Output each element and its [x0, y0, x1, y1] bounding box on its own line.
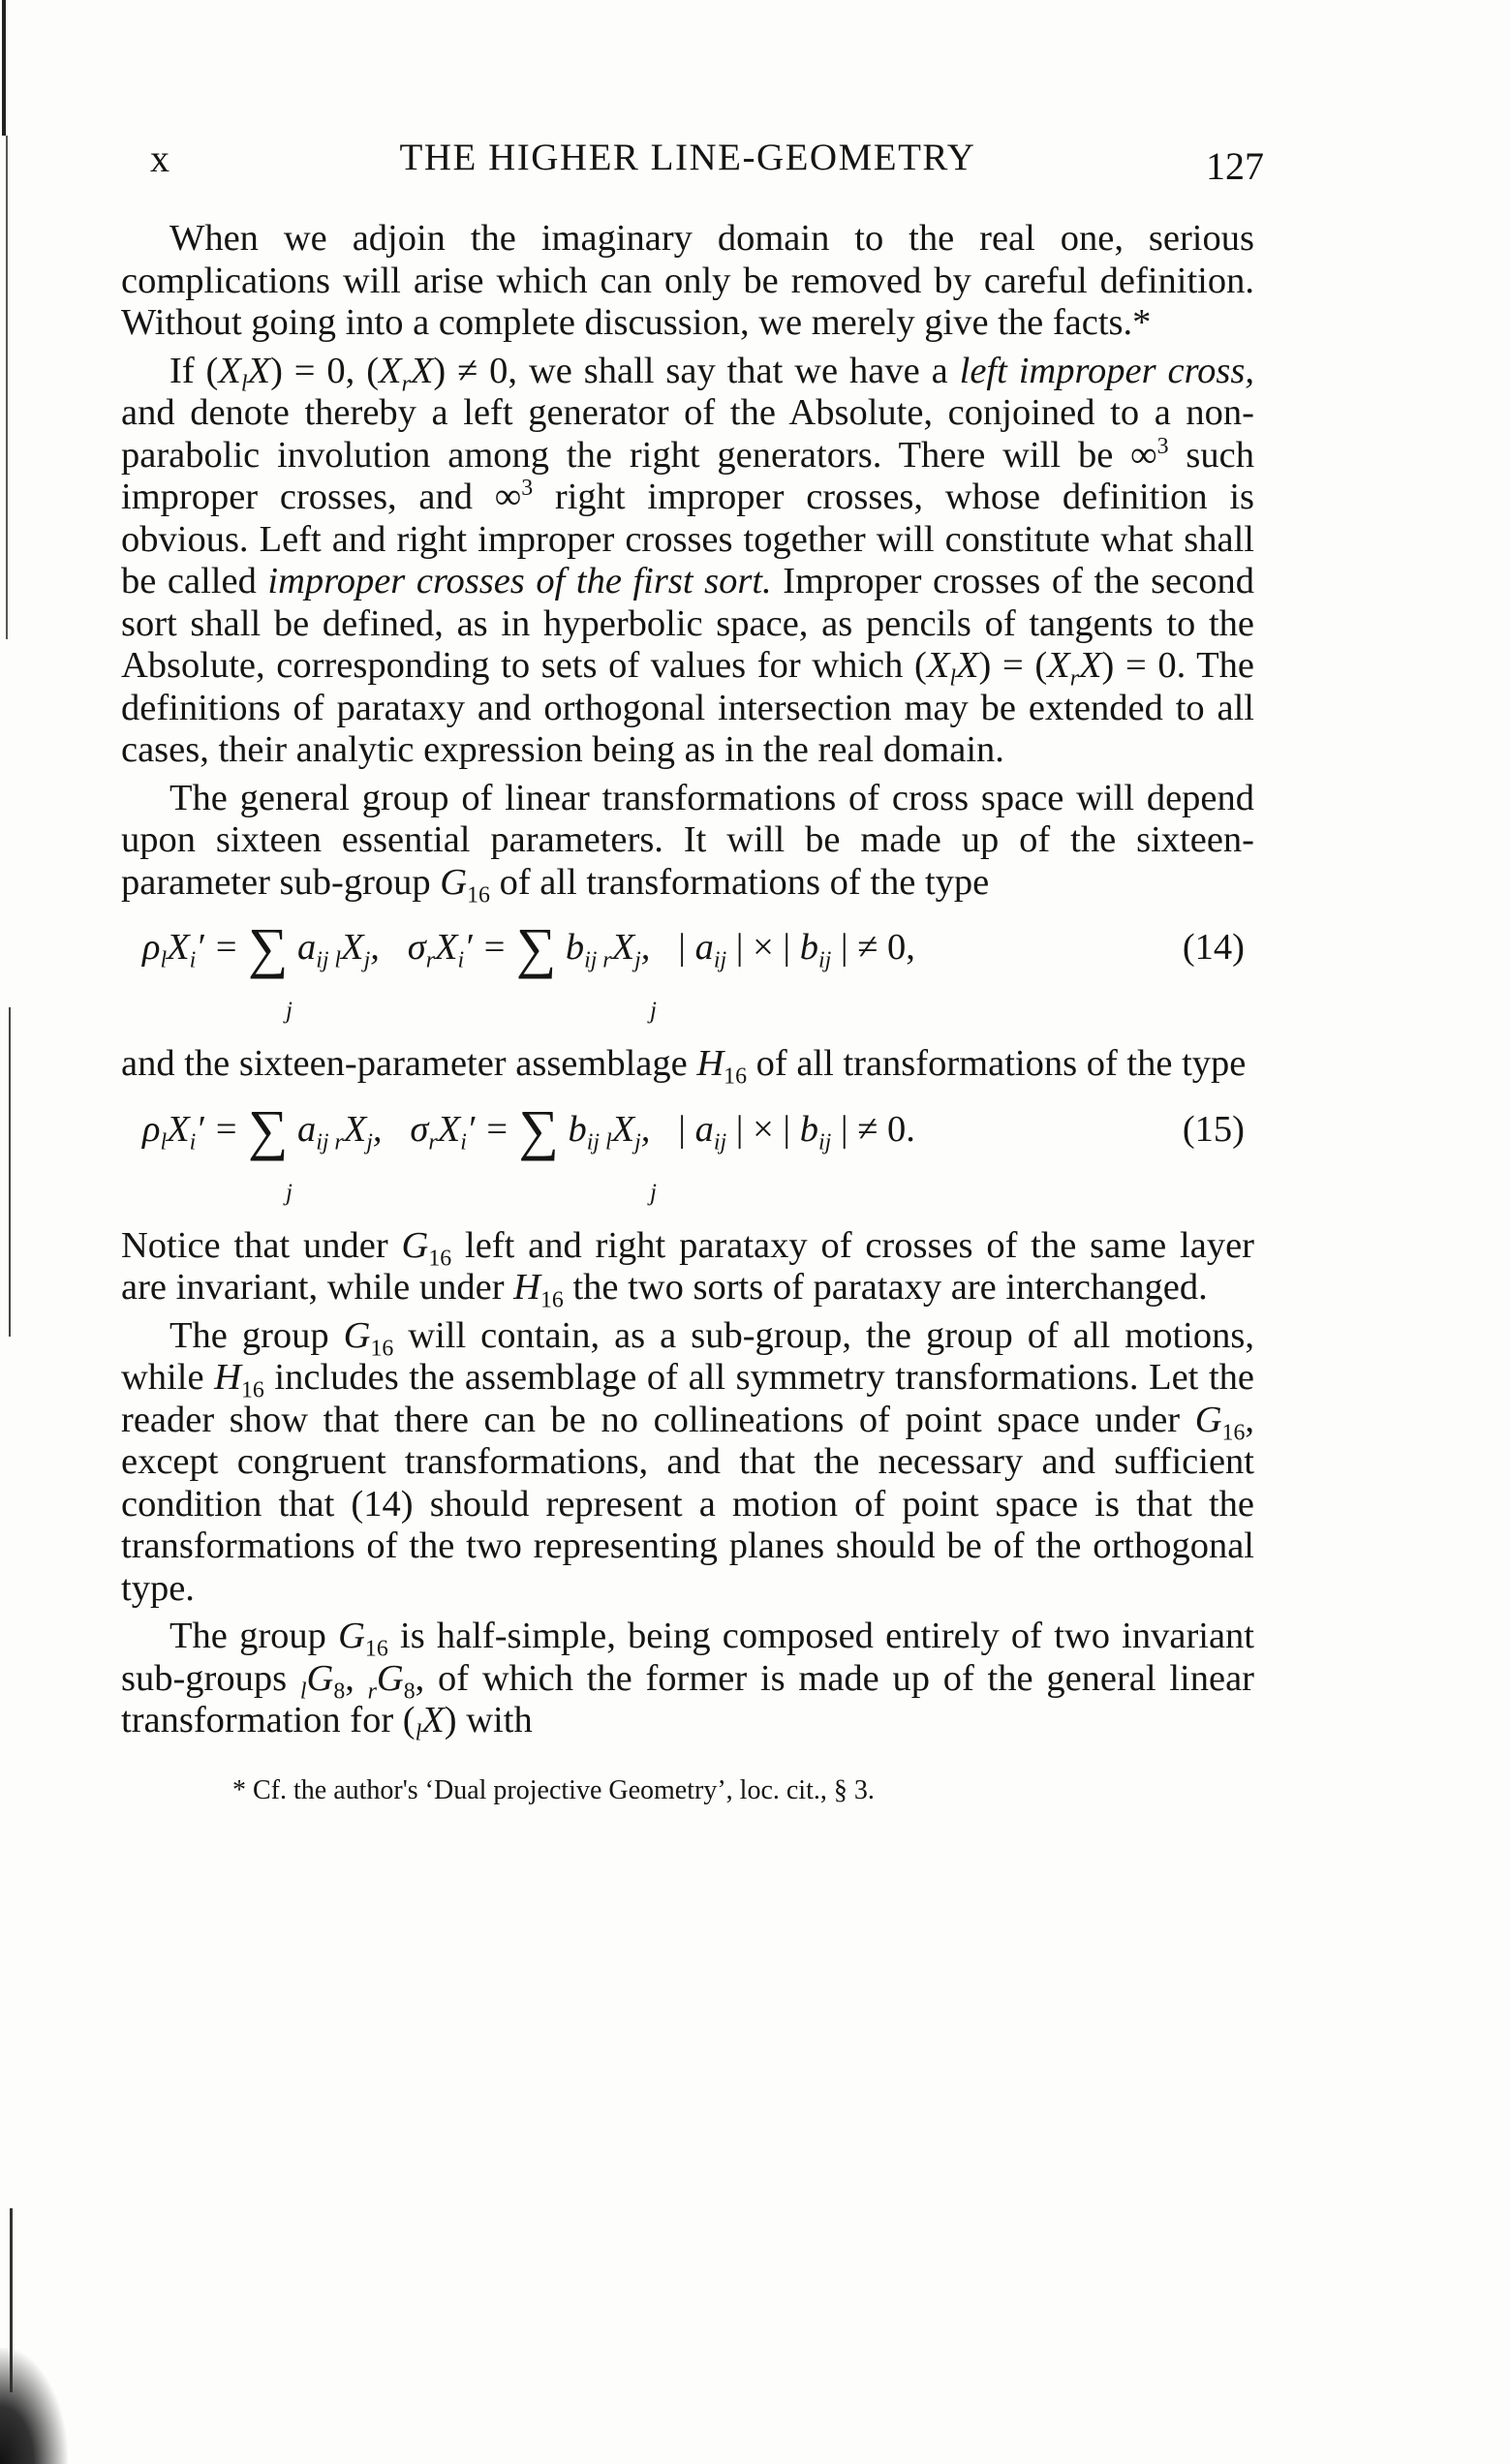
term-improper-crosses-first-sort: improper crosses of the first sort. [267, 561, 772, 601]
equation-14-expression: $\rho_lX_i'$ = ∑ $a_{ij l}X_j$, $\sigma_rX_i'$ = ∑ $b_{ij r}X_j$, | $a_{ij}$ | × | $b_{ij}$ | ≠ 0, [142, 916, 915, 979]
paragraph-improper-cross: If $(X_lX) = 0$, $(X_rX) \ne 0$, we shall say that we have a left improper cross, and denote thereby a left generator of the Absolute, conjoined to a non-parabolic involution among the right generators. There will be ∞$^3$ such improper crosses, and ∞$^3$ right improper crosses, whose definition is obvious. Left and right improper crosses together will constitute what shall be called improper crosses of the first sort. Improper crosses of the second sort shall be defined, as in hyperbolic space, as pencils of tangents to the Absolute, corresponding to sets of values for which $(X_lX) = (X_rX) = 0$. The definitions of parataxy and orthogonal intersection may be extended to all cases, their analytic expression being as in the real domain. [121, 350, 1254, 770]
paragraph-general-group: The general group of linear transformations of cross space will depend upon sixteen essential parameters. It will be made up of the sixteen-parameter sub-group $G_{16}$ of all transformations of the type [121, 777, 1254, 909]
running-title: THE HIGHER LINE-GEOMETRY [399, 137, 976, 178]
equation-15: $\rho_lX_i'$ = ∑ $a_{ij r}X_j$, $\sigma_rX_i'$ = ∑ $b_{ij l}X_j$, | $a_{ij}$ | × | $b_{ij}$ | ≠ 0. j j (15) [142, 1097, 1245, 1206]
paragraph-parataxy: Notice that under $G_{16}$ left and right parataxy of crosses of the same layer are invariant, while under $H_{16}$ the two sorts of parataxy are interchanged. [121, 1224, 1254, 1313]
page-number: 127 [1206, 144, 1264, 188]
running-header [121, 136, 1264, 194]
chapter-number: x [150, 137, 169, 180]
footnote: * Cf. the author's ‘Dual projective Geometry’, loc. cit., § 3. [232, 1775, 875, 1805]
scan-edge-line [2, 0, 6, 136]
scan-edge-line [9, 1007, 11, 1337]
main-text [121, 218, 1255, 1746]
scan-corner-shadow [0, 2348, 68, 2464]
equation-14-number: (14) [1182, 927, 1245, 968]
scan-edge-line [6, 136, 8, 639]
paragraph-half-simple: The group $G_{16}$ is half-simple, being composed entirely of two invariant sub-groups $_lG_8$, $_rG_8$, of which the former is made up of the general linear transformation for $(_lX)$ with [121, 1616, 1255, 1746]
paragraph-imaginary-domain: When we adjoin the imaginary domain to the real one, serious complications will arise which can only be removed by careful definition. Without going into a complete discussion, we merely give the facts.* [121, 218, 1254, 343]
term-left-improper-cross: left improper cross, [959, 350, 1254, 391]
paragraph-assemblage: and the sixteen-parameter assemblage $H_{16}$ of all transformations of the type [121, 1043, 1247, 1090]
equation-14: $\rho_lX_i'$ = ∑ $a_{ij l}X_j$, $\sigma_rX_i'$ = ∑ $b_{ij r}X_j$, | $a_{ij}$ | × | $b_{ij}$ | ≠ 0, j j (14) [142, 916, 1245, 1024]
equation-15-number: (15) [1182, 1108, 1245, 1150]
paragraph-motions: The group $G_{16}$ will contain, as a sub-group, the group of all motions, while $H_{16}$ includes the assemblage of all symmetry transformations. Let the reader show that there can be no collineations of point space under $G_{16}$, except congruent transformations, and that the necessary and sufficient condition that (14) should represent a motion of point space is that the transformations of the two representing planes should be of the orthogonal type. [121, 1314, 1254, 1609]
equation-15-expression: $\rho_lX_i'$ = ∑ $a_{ij r}X_j$, $\sigma_rX_i'$ = ∑ $b_{ij l}X_j$, | $a_{ij}$ | × | $b_{ij}$ | ≠ 0. [142, 1097, 915, 1161]
